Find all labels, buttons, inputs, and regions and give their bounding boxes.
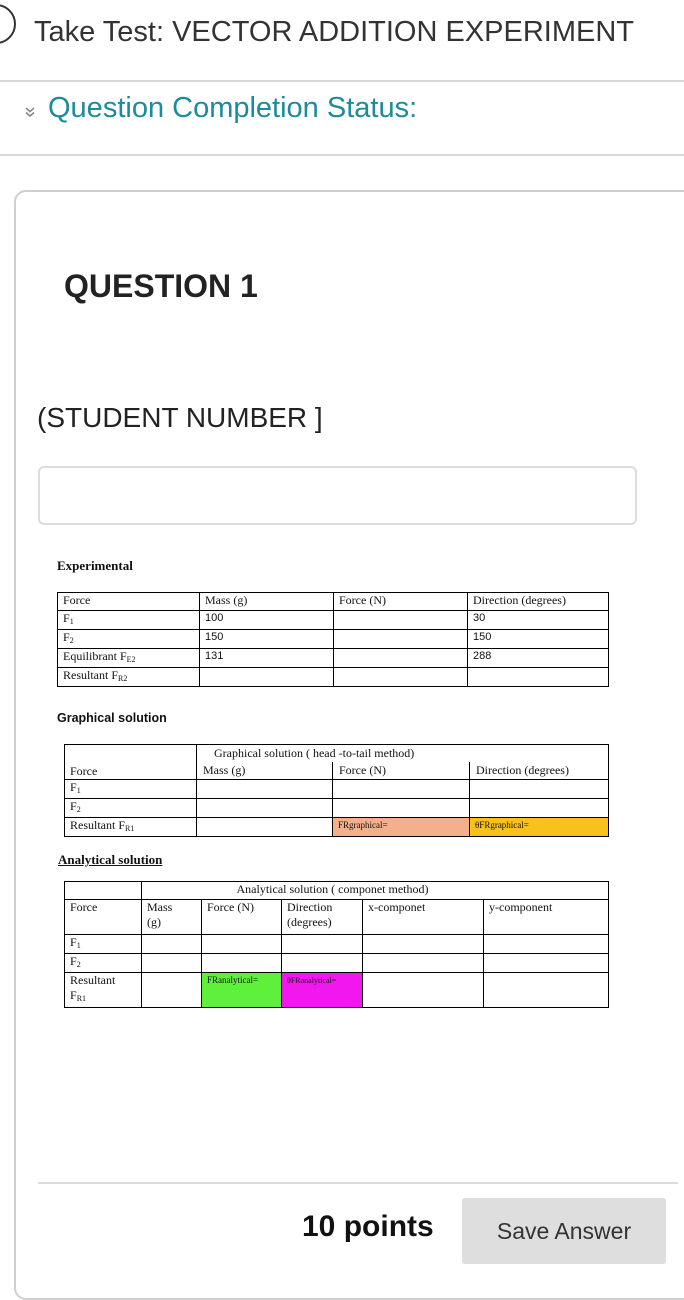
header-cell: Direction (degrees) xyxy=(282,900,363,935)
header-cell: Direction (degrees) xyxy=(476,763,569,777)
mass-cell: 131 xyxy=(200,649,334,668)
force-n-cell xyxy=(334,649,468,668)
header-cell: Force (N) xyxy=(202,900,282,935)
force-cell: $F_2$ xyxy=(65,799,197,818)
table-row xyxy=(65,818,609,837)
force-cell: Equilibrant $F_{E2}$ xyxy=(58,649,200,668)
direction-cell: 30 xyxy=(468,611,609,630)
fr-analytical-cell: FRanalytical= xyxy=(202,973,282,1008)
header-cell: Direction (degrees) xyxy=(468,593,609,611)
force-cell: $F_2$ xyxy=(65,954,142,973)
header-cell: Force xyxy=(65,900,142,935)
theta-graphical-cell: θFRgraphical= xyxy=(470,818,609,837)
force-cell: Resultant $F_{R1}$ xyxy=(65,818,197,837)
question-title: QUESTION 1 xyxy=(64,268,258,304)
force-cell: $F_1$ xyxy=(58,611,200,630)
graphical-caption: Graphical solution ( head -to-tail method) xyxy=(214,746,415,760)
mass-cell: 150 xyxy=(200,630,334,649)
test-title: Take Test: VECTOR ADDITION EXPERIMENT xyxy=(34,16,635,48)
top-bar xyxy=(0,0,684,82)
force-n-cell xyxy=(334,611,468,630)
header-cell: x-componet xyxy=(363,900,484,935)
completion-status-toggle[interactable] xyxy=(0,82,684,156)
theta-analytical-cell: θFRanalytical= xyxy=(282,973,363,1008)
back-circle-icon[interactable] xyxy=(0,4,16,44)
table-header-row xyxy=(58,593,609,611)
analytical-table xyxy=(64,881,609,1008)
direction-cell: 288 xyxy=(468,649,609,668)
analytical-caption: Analytical solution ( componet method) xyxy=(142,882,609,900)
direction-cell: 150 xyxy=(468,630,609,649)
table-row xyxy=(58,630,609,649)
footer-divider xyxy=(38,1182,678,1184)
force-cell: $F_1$ xyxy=(65,935,142,954)
experimental-label: Experimental xyxy=(57,558,133,573)
resultant-cell: Resultant $F_{R1}$ xyxy=(65,973,142,1008)
force-cell: $F_1$ xyxy=(65,780,197,799)
header-cell: Mass (g) xyxy=(142,900,202,935)
experimental-table xyxy=(57,592,609,687)
table-header-row xyxy=(65,882,609,900)
table-row xyxy=(65,799,609,818)
blank-cell xyxy=(65,882,142,900)
double-chevron-down-icon xyxy=(24,106,36,121)
table-row xyxy=(58,611,609,630)
force-cell: $F_2$ xyxy=(58,630,200,649)
header-cell: Force xyxy=(58,593,200,611)
force-n-cell xyxy=(334,668,468,687)
points-label: 10 points xyxy=(302,1210,434,1243)
table-row xyxy=(65,973,609,1008)
table-row xyxy=(65,954,609,973)
fr-graphical-cell: FRgraphical= xyxy=(333,818,470,837)
mass-cell: 100 xyxy=(200,611,334,630)
graphical-label: Graphical solution xyxy=(57,711,167,725)
analytical-label: Analytical solution xyxy=(58,852,163,867)
header-cell: Mass (g) xyxy=(200,593,334,611)
force-cell: Resultant $F_{R2}$ xyxy=(58,668,200,687)
completion-status-label[interactable]: Question Completion Status: xyxy=(48,92,418,124)
save-answer-button[interactable]: Save Answer xyxy=(462,1198,666,1264)
mass-cell xyxy=(200,668,334,687)
answer-input[interactable] xyxy=(38,466,637,525)
table-row xyxy=(58,668,609,687)
table-row xyxy=(65,780,609,799)
caption-header-cell xyxy=(197,745,609,780)
table-row xyxy=(58,649,609,668)
table-header-row xyxy=(65,745,609,780)
force-n-cell xyxy=(334,630,468,649)
table-header-row xyxy=(65,900,609,935)
direction-cell xyxy=(468,668,609,687)
header-cell: y-component xyxy=(484,900,609,935)
table-row xyxy=(65,935,609,954)
header-cell: Force (N) xyxy=(339,763,386,777)
question-prompt: (STUDENT NUMBER ] xyxy=(37,402,323,433)
header-cell: Force (N) xyxy=(334,593,468,611)
header-cell: Mass (g) xyxy=(203,763,246,777)
header-cell: Force xyxy=(65,745,197,780)
graphical-table xyxy=(64,744,609,837)
